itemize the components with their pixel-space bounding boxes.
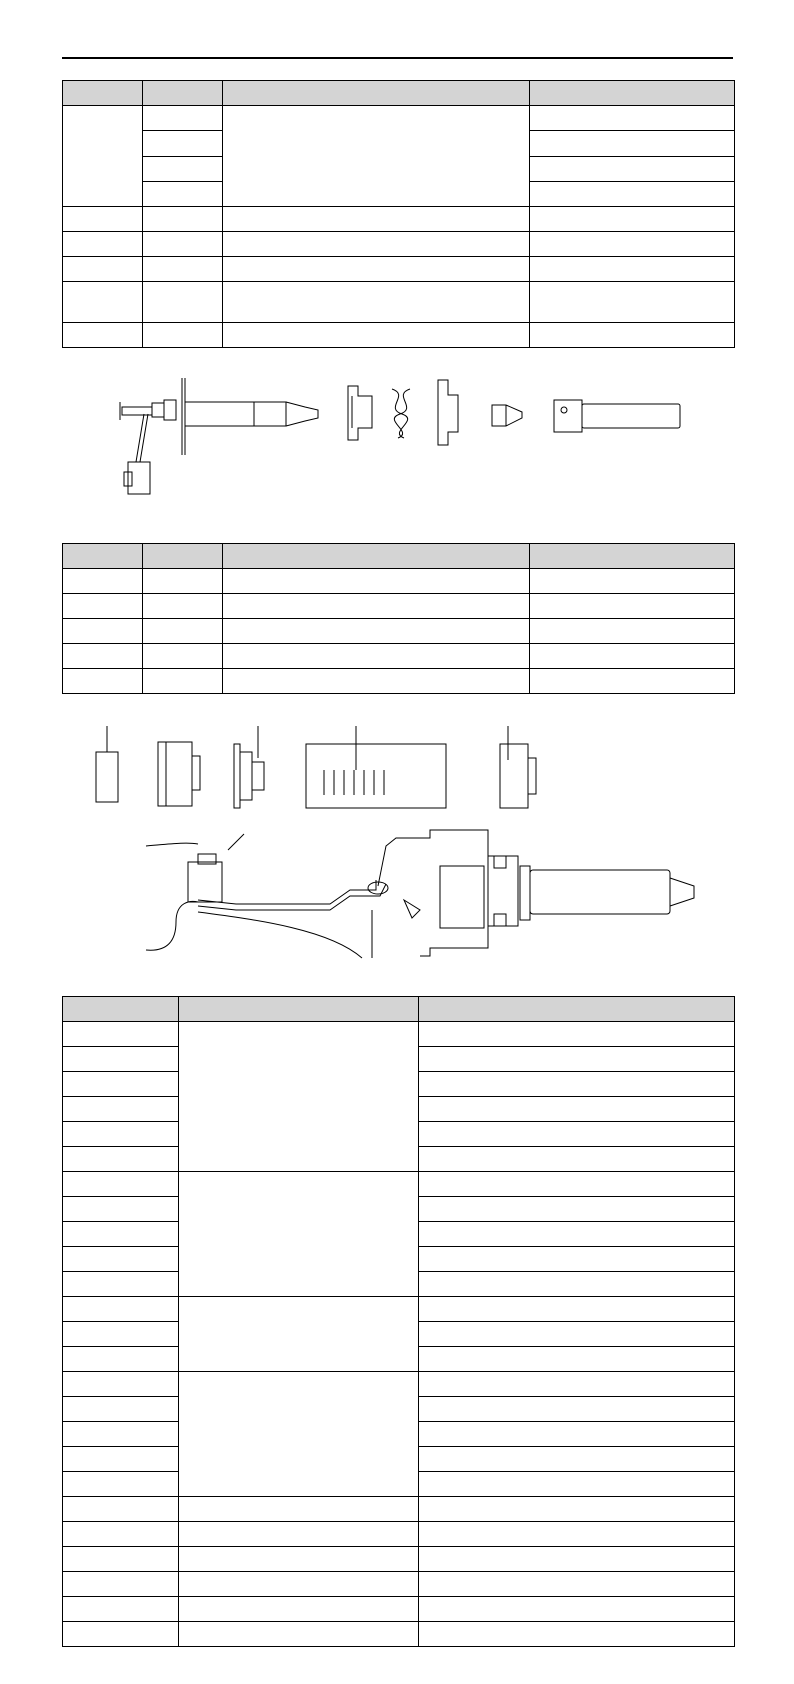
table-cell	[63, 1122, 179, 1147]
nozzle-holder-part-drawing	[348, 386, 372, 440]
table-cell	[63, 1297, 179, 1322]
table-cell	[419, 1122, 735, 1147]
table-cell	[143, 106, 223, 131]
table-cell	[63, 1347, 179, 1372]
table-cell	[419, 1597, 735, 1622]
parts-table-2	[62, 543, 735, 694]
column-header	[419, 997, 735, 1022]
table-row	[63, 1297, 735, 1322]
table-cell	[530, 232, 735, 257]
table-cell	[223, 232, 530, 257]
table-row	[63, 106, 735, 131]
table-cell	[63, 1222, 179, 1247]
table-cell	[530, 594, 735, 619]
table-cell	[63, 1422, 179, 1447]
table-cell	[223, 619, 530, 644]
table-cell	[63, 1472, 179, 1497]
table-cell	[143, 669, 223, 694]
table-cell	[63, 1322, 179, 1347]
handpiece-body-drawing	[146, 830, 694, 958]
table-cell	[63, 1622, 179, 1647]
table-cell	[63, 1072, 179, 1097]
table-row	[63, 1547, 735, 1572]
table-cell	[143, 619, 223, 644]
table-cell	[63, 1022, 179, 1047]
header-rule	[62, 57, 733, 59]
table-cell	[419, 1197, 735, 1222]
table-cell	[143, 207, 223, 232]
table-cell	[530, 282, 735, 323]
table-cell	[419, 1097, 735, 1122]
table-header-row	[63, 997, 735, 1022]
table-cell	[143, 181, 223, 206]
table-row	[63, 1622, 735, 1647]
table-row	[63, 323, 735, 348]
table-row	[63, 1497, 735, 1522]
parts-table-3	[62, 996, 735, 1647]
table-cell	[63, 644, 143, 669]
table-cell	[179, 1297, 419, 1372]
table-cell	[223, 594, 530, 619]
table-cell	[419, 1347, 735, 1372]
table-cell	[419, 1472, 735, 1497]
table-cell	[530, 644, 735, 669]
table-cell	[63, 569, 143, 594]
table-cell	[143, 257, 223, 282]
table-cell	[223, 282, 530, 323]
table-row	[63, 1172, 735, 1197]
table-row	[63, 232, 735, 257]
table-cell	[223, 644, 530, 669]
table-header-row	[63, 81, 735, 106]
table-cell	[179, 1622, 419, 1647]
cap-part-drawing	[158, 742, 200, 806]
table-cell	[223, 257, 530, 282]
column-header	[530, 544, 735, 569]
table-cell	[530, 106, 735, 131]
table-cell	[63, 669, 143, 694]
table-cell	[63, 1197, 179, 1222]
table-cell	[419, 1322, 735, 1347]
column-header	[179, 997, 419, 1022]
table-cell	[63, 232, 143, 257]
column-header	[63, 81, 143, 106]
desoldering-tool-parts-exploded	[0, 370, 794, 510]
table-cell	[223, 106, 530, 207]
nozzle-tip-part-drawing	[492, 405, 522, 426]
table-cell	[179, 1172, 419, 1297]
table-cell	[63, 207, 143, 232]
table-row	[63, 1372, 735, 1397]
table-header-row	[63, 544, 735, 569]
table-cell	[419, 1172, 735, 1197]
table-cell	[63, 1522, 179, 1547]
spring-part-drawing	[392, 389, 410, 438]
column-header	[143, 81, 223, 106]
table-cell	[530, 323, 735, 348]
table-cell	[419, 1147, 735, 1172]
table-cell	[63, 257, 143, 282]
end-cap-part-drawing	[500, 726, 536, 808]
table-cell	[530, 257, 735, 282]
table-cell	[63, 1497, 179, 1522]
table-cell	[530, 156, 735, 181]
table-cell	[530, 207, 735, 232]
table-cell	[419, 1047, 735, 1072]
filter-cartridge-part-drawing	[306, 726, 446, 808]
column-header	[530, 81, 735, 106]
table-cell	[63, 1447, 179, 1472]
column-header	[63, 544, 143, 569]
table-cell	[223, 569, 530, 594]
table-row	[63, 257, 735, 282]
parts-table-1	[62, 80, 735, 348]
desoldering-nozzle-assembly-drawing	[120, 378, 318, 494]
table-cell	[419, 1547, 735, 1572]
table-row	[63, 644, 735, 669]
clip-part-drawing	[438, 380, 458, 445]
table-cell	[419, 1372, 735, 1397]
table-cell	[143, 131, 223, 156]
table-cell	[143, 282, 223, 323]
table-cell	[419, 1297, 735, 1322]
column-header	[63, 997, 179, 1022]
table-cell	[179, 1597, 419, 1622]
table-cell	[419, 1447, 735, 1472]
table-cell	[63, 1172, 179, 1197]
table-cell	[63, 1572, 179, 1597]
table-cell	[63, 594, 143, 619]
table-cell	[179, 1547, 419, 1572]
table-cell	[419, 1072, 735, 1097]
table-cell	[143, 594, 223, 619]
table-cell	[223, 323, 530, 348]
table-cell	[179, 1572, 419, 1597]
table-cell	[63, 619, 143, 644]
table-cell	[419, 1497, 735, 1522]
table-cell	[143, 156, 223, 181]
table-row	[63, 594, 735, 619]
table-cell	[63, 1597, 179, 1622]
table-row	[63, 619, 735, 644]
table-cell	[530, 669, 735, 694]
table-cell	[143, 644, 223, 669]
table-cell	[63, 1372, 179, 1397]
table-cell	[63, 1272, 179, 1297]
table-row	[63, 669, 735, 694]
table-cell	[419, 1022, 735, 1047]
table-row	[63, 1522, 735, 1547]
column-header	[223, 544, 530, 569]
table-row	[63, 207, 735, 232]
table-cell	[63, 106, 143, 207]
table-cell	[419, 1272, 735, 1297]
table-cell	[419, 1422, 735, 1447]
table-cell	[419, 1522, 735, 1547]
table-cell	[63, 1397, 179, 1422]
table-cell	[179, 1372, 419, 1497]
gear-part-drawing	[234, 726, 264, 808]
handpiece-assembly-detail	[0, 720, 794, 960]
table-cell	[419, 1222, 735, 1247]
table-cell	[223, 207, 530, 232]
table-cell	[530, 131, 735, 156]
table-cell	[63, 1147, 179, 1172]
filter-part-drawing	[96, 726, 118, 802]
table-row	[63, 1597, 735, 1622]
table-cell	[179, 1022, 419, 1172]
table-row	[63, 282, 735, 323]
table-cell	[143, 569, 223, 594]
table-cell	[63, 323, 143, 348]
table-cell	[63, 1247, 179, 1272]
table-cell	[143, 323, 223, 348]
table-cell	[63, 1097, 179, 1122]
table-cell	[179, 1522, 419, 1547]
column-header	[223, 81, 530, 106]
column-header	[143, 544, 223, 569]
table-cell	[530, 619, 735, 644]
table-cell	[419, 1572, 735, 1597]
table-cell	[179, 1497, 419, 1522]
table-cell	[419, 1622, 735, 1647]
table-cell	[419, 1397, 735, 1422]
table-cell	[530, 569, 735, 594]
table-row	[63, 569, 735, 594]
table-cell	[223, 669, 530, 694]
table-cell	[63, 282, 143, 323]
table-cell	[530, 181, 735, 206]
table-row	[63, 1572, 735, 1597]
table-cell	[63, 1047, 179, 1072]
table-cell	[63, 1547, 179, 1572]
table-cell	[143, 232, 223, 257]
table-cell	[419, 1247, 735, 1272]
table-row	[63, 1022, 735, 1047]
heater-sleeve-part-drawing	[554, 400, 680, 432]
